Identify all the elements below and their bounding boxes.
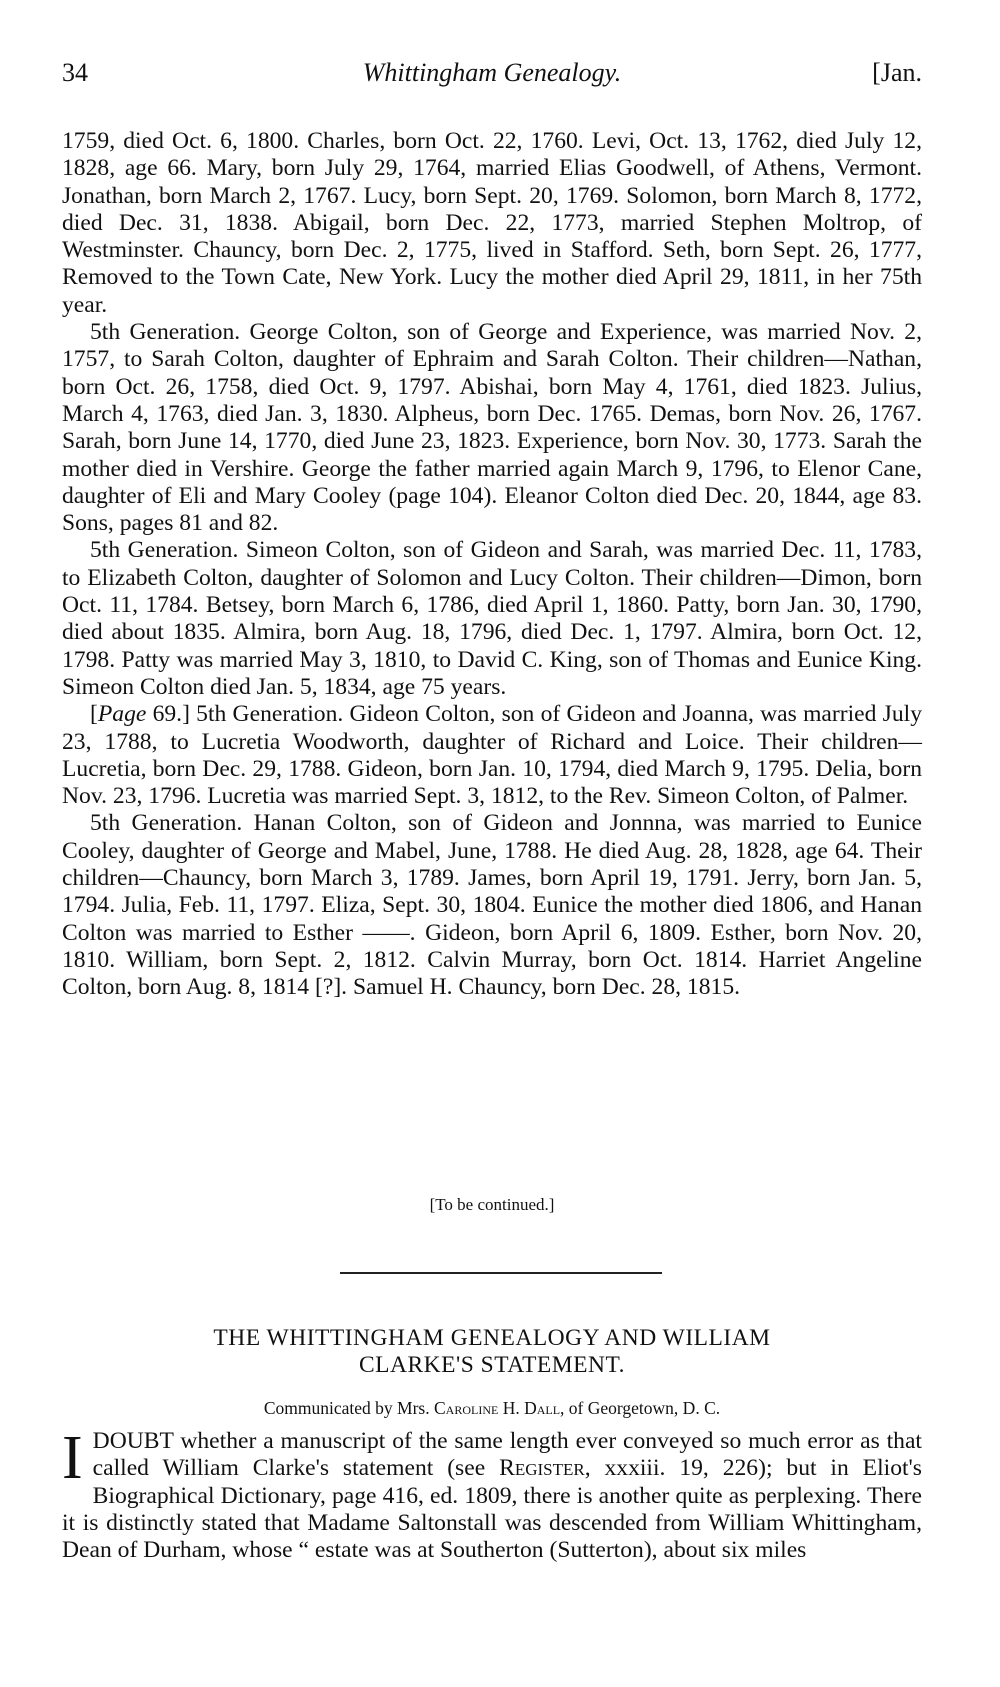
article-body [62, 1424, 922, 1564]
paragraph-hanan-colton: 5th Generation. Hanan Colton, son of Gideon and Jonnna, was married to Eunice Cooley, daughter of George and Mabel, June, 1788. He died Aug. 28, 1828, age 64. Their children—Chauncy, born March 3, 1789. James, born April 19, 1791. Jerry, born Jan. 5, 1794. Julia, Feb. 11, 1797. Eliza, Sept. 30, 1804. Eunice the mother died 1806, and Hanan Colton was married to Esther ——. Gideon, born April 6, 1809. Esther, born Nov. 20, 1810. William, born Sept. 2, 1812. Calvin Murray, born Oct. 1814. Harriet Angeline Colton, born Aug. 8, 1814 [?]. Samuel H. Chauncy, born Dec. 28, 1815. [62, 810, 922, 1001]
article-title-line-2: CLARKE'S STATEMENT. [358, 1352, 625, 1378]
register-reference: Register [499, 1455, 585, 1482]
paragraph-gideon-colton-text: 69.] 5th Generation. Gideon Colton, son of Gideon and Joanna, was married July 23, 1788, to Lucretia Woodworth, daughter of Richard and Loice. Their children—Lucretia, born Dec. 29, 1788. Gideon, born Jan. 10, 1794, died March 9, 1795. Delia, born Nov. 23, 1796. Lucretia was married Sept. 3, 1812, to the Rev. Simeon Colton, of Palmer. [62, 701, 922, 810]
drop-cap: I [62, 1424, 83, 1492]
page-ref-open: [ [90, 701, 98, 728]
article-title-line-1: THE WHITTINGHAM GENEALOGY AND WILLIAM [213, 1325, 771, 1351]
page-number: 34 [62, 58, 88, 87]
genealogy-text [62, 128, 922, 1002]
byline-suffix: , of Georgetown, D. C. [560, 1398, 721, 1418]
section-divider [340, 1272, 662, 1274]
paragraph-continuation: 1759, died Oct. 6, 1800. Charles, born Oct. 22, 1760. Levi, Oct. 13, 1762, died July 12, 1828, age 66. Mary, born July 29, 1764, married Elias Goodwell, of Athens, Vermont. Jonathan, born March 2, 1767. Lucy, born Sept. 20, 1769. Solomon, born March 8, 1772, died Dec. 31, 1838. Abigail, born Dec. 22, 1773, married Stephen Moltrop, of Westminster. Chauncy, born Dec. 2, 1775, lived in Stafford. Seth, born Sept. 26, 1777, Removed to the Town Cate, New York. Lucy the mother died April 29, 1811, in her 75th year. [62, 128, 922, 318]
byline-prefix: Communicated by Mrs. [263, 1398, 434, 1418]
running-month: [Jan. [872, 58, 922, 87]
paragraph-george-colton: 5th Generation. George Colton, son of George and Experience, was married Nov. 2, 1757, to Sarah Colton, daughter of Ephraim and Sarah Colton. Their children—Nathan, born Oct. 26, 1758, died Oct. 9, 1797. Abishai, born May 4, 1761, died 1823. Julius, March 4, 1763, died Jan. 3, 1830. Alpheus, born Dec. 1765. Demas, born Nov. 26, 1767. Sarah, born June 14, 1770, died June 23, 1823. Experience, born Nov. 30, 1773. Sarah the mother died in Vershire. George the father married again March 9, 1796, to Elenor Cane, daughter of Eli and Mary Cooley (page 104). Eleanor Colton died Dec. 20, 1844, age 83. Sons, pages 81 and 82. [62, 319, 922, 537]
page-ref-label: Page [97, 701, 147, 728]
article-lead-text: DOUBT whether a manuscript of the same length ever conveyed so much error as that called William Clarke's statement (see [92, 1428, 922, 1482]
byline-author: Caroline H. Dall [433, 1398, 561, 1418]
to-be-continued-note: [To be continued.] [429, 1195, 555, 1214]
article-title [62, 1325, 922, 1379]
article-byline [62, 1398, 922, 1419]
paragraph-simeon-colton: 5th Generation. Simeon Colton, son of Gideon and Sarah, was married Dec. 11, 1783, to Elizabeth Colton, daughter of Solomon and Lucy Colton. Their children—Dimon, born Oct. 11, 1784. Betsey, born March 6, 1786, died April 1, 1860. Patty, born Jan. 30, 1790, died about 1835. Almira, born Aug. 18, 1796, died Dec. 1, 1797. Almira, born Oct. 12, 1798. Patty was married May 3, 1810, to David C. King, son of Thomas and Eunice King. Simeon Colton died Jan. 5, 1834, age 75 years. [62, 537, 922, 700]
running-header [62, 58, 922, 98]
running-title: Whittingham Genealogy. [362, 58, 622, 87]
article-rest-text: , xxxiii. 19, 226); but in Eliot's Biographical Dictionary, page 416, ed. 1809, there is another quite as perplexing. There it is distinctly stated that Madame Saltonstall was descended from William Whittingham, Dean of Durham, whose “ estate was at Southerton (Sutterton), about six miles [62, 1455, 922, 1564]
paragraph-gideon-colton [62, 701, 922, 810]
